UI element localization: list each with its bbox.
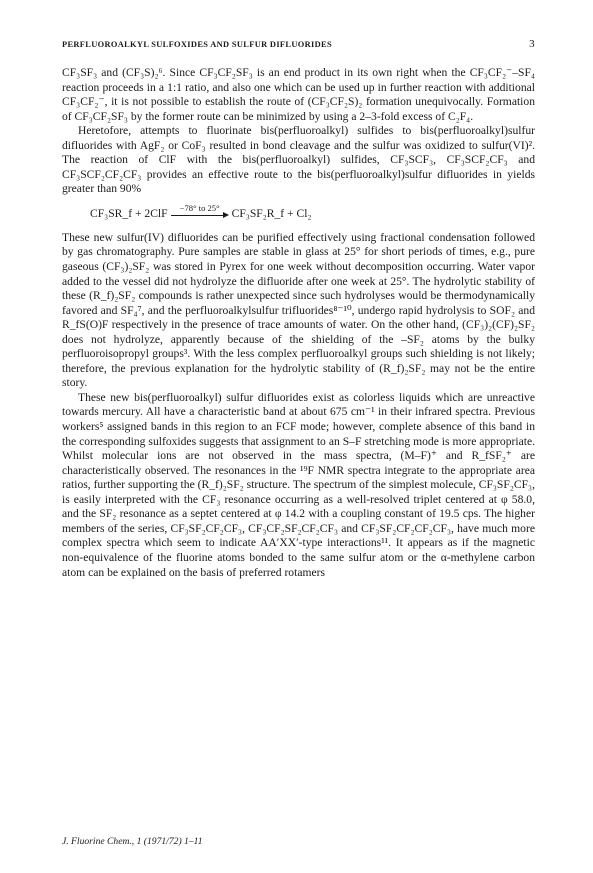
paragraph-3: These new sulfur(IV) difluorides can be purified effectively using fractional condensation followed by gas chromatography. Pure samples are stable in glass at 25° for short periods of times, e.g., pure gaseous (CF₃)₂SF₂ was stored in Pyrex for one week without decomposition occurring. Water vapor added to the vessel did not hydrolyze the difluoride after one week at 25°. The hydrolytic stability of these (R_f)₂SF₂ compounds is rather unexpected since such hydrolyses would be thermodynamically favored and SF₄⁷, and the perfluoroalkylsulfur trifluorides⁸⁻¹⁰, undergo rapid hydrolysis to SOF₂ and R_fS(O)F respectively in the presence of trace amounts of water. On the other hand, (CF₃)₂(CF)₂SF₂ does not hydrolyze, apparently because of the shielding of the –SF₂ atoms by the bulky perfluoroisopropyl groups³. With the less complex perfluoroalkyl groups such shielding is not likely; therefore, the previous explanation for the hydrolytic stability of (R_f)₂SF₂ may not be the entire story. bbox=[62, 230, 535, 390]
paragraph-1: CF₃SF₃ and (CF₃S)₂⁶. Since CF₃CF₂SF₃ is an end product in its own right when the CF₃CF₂⁻–SF₄ reaction proceeds in a 1:1 ratio, and also one which can be used up in further reaction with additional CF₃CF₂⁻, it is not possible to establish the route of (CF₃CF₂S)₂ formation unequivocally. Formation of CF₃CF₂SF₃ by the former route can be minimized by using a 2–3-fold excess of C₂F₄. bbox=[62, 66, 535, 123]
arrow-line bbox=[171, 215, 226, 216]
page-content bbox=[62, 38, 535, 580]
running-header bbox=[62, 38, 535, 56]
article-body bbox=[62, 66, 535, 580]
reaction-condition: −78° to 25° bbox=[179, 202, 220, 213]
arrow-head-icon bbox=[223, 212, 229, 218]
equation-reactants: CF₃SR_f + 2ClF bbox=[90, 206, 168, 220]
equation-products: CF₃SF₂R_f + Cl₂ bbox=[231, 206, 312, 220]
page-number: 3 bbox=[529, 38, 535, 50]
journal-citation: J. Fluorine Chem., 1 (1971/72) 1–11 bbox=[62, 836, 203, 847]
running-title: PERFLUOROALKYL SULFOXIDES AND SULFUR DIFLUORIDES bbox=[62, 40, 332, 49]
paragraph-4: These new bis(perfluoroalkyl) sulfur difluorides exist as colorless liquids which are unreactive towards mercury. All have a characteristic band at about 675 cm⁻¹ in their infrared spectra. Previous workers⁵ assigned bands in this region to an FCF mode; however, complete absence of this band in the corresponding sulfoxides suggests that assignment to an S–F stretching mode is more appropriate. Whilst molecular ions are not observed in the mass spectra, (M–F)⁺ and R_fSF₂⁺ are characteristically observed. The resonances in the ¹⁹F NMR spectra integrate to the appropriate area ratios, further supporting the (R_f)₂SF₂ structure. The spectrum of the simplest molecule, CF₃SF₂CF₃, is easily interpreted with the CF₃ resonance occurring as a well-resolved triplet centered at φ 58.0, and the SF₂ resonance as a septet centered at φ 14.2 with a coupling constant of 19.5 cps. The higher members of the series, CF₃SF₂CF₂CF₃, CF₃CF₂SF₂CF₂CF₃ and CF₃SF₂CF₂CF₂CF₃, have much more complex spectra which seem to indicate AA′XX′-type interactions¹¹. It appears as if the magnetic non-equivalence of the fluorine atoms bonded to the same sulfur atom or the α-methylene carbon atom can be explained on the basis of preferred rotamers bbox=[62, 390, 535, 579]
reaction-equation bbox=[90, 202, 535, 223]
reaction-arrow bbox=[171, 202, 229, 221]
paragraph-2: Heretofore, attempts to fluorinate bis(perfluoroalkyl) sulfides to bis(perfluoroalkyl)sulfur difluorides with AgF₂ or CoF₃ resulted in bond cleavage and the sulfur was oxidized to sulfur(VI)². The reaction of ClF with the bis(perfluoroalkyl) sulfides, CF₃SCF₃, CF₃SCF₂CF₃ and CF₃SCF₂CF₂CF₃ provides an effective route to the bis(perfluoroalkyl)sulfur difluorides in yields greater than 90% bbox=[62, 124, 535, 196]
